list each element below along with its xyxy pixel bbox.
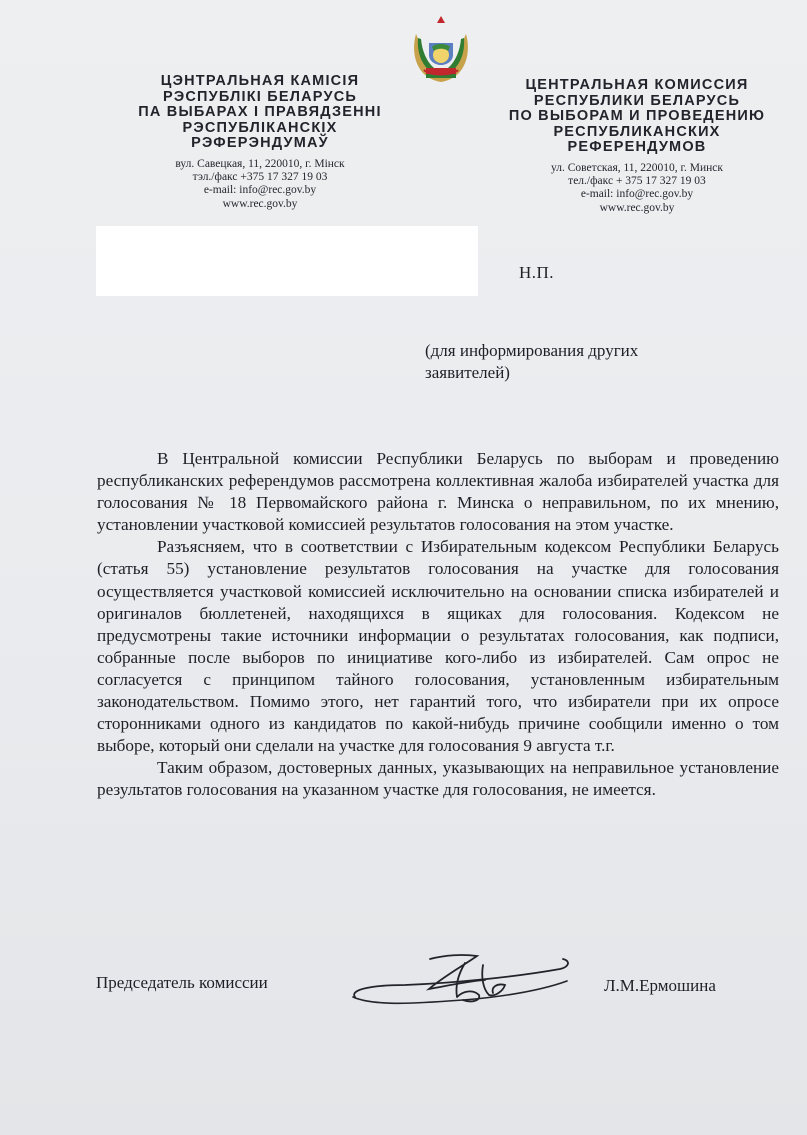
email: e-mail: info@rec.gov.by — [580, 188, 694, 201]
body-paragraph: В Центральной комиссии Республики Беларусь по выборам и проведению республиканских референдумов рассмотрена коллективная жалоба избирателей участка для голосования № 18 Первомайского района г. Минска о неправильном, по их мнению, установлении участковой комиссией результатов голосования на этом участке. — [97, 449, 779, 535]
website: www.rec.gov.by — [599, 201, 675, 214]
contact-block-belarusian — [110, 158, 410, 212]
letterhead-russian — [478, 78, 796, 215]
phone-fax: тел./факс + 375 17 327 19 03 — [568, 174, 706, 187]
contact-block-russian — [478, 162, 796, 216]
email: e-mail: info@rec.gov.by — [203, 184, 317, 197]
address: вул. Савецкая, 11, 220010, г. Мінск — [175, 157, 345, 170]
signatory-title: Председатель комиссии — [96, 973, 268, 992]
org-name-russian: ЦЕНТРАЛЬНАЯ КОМИССИЯ РЕСПУБЛИКИ БЕЛАРУСЬ ПО ВЫБОРАМ И ПРОВЕДЕНИЮ РЕСПУБЛИКАНСКИХ РЕФЕРЕНДУМОВ — [508, 77, 766, 155]
letterhead-belarusian — [110, 74, 410, 211]
website: www.rec.gov.by — [222, 197, 298, 210]
handwritten-signature — [345, 945, 575, 1015]
org-name-belarusian: ЦЭНТРАЛЬНАЯ КАМІСІЯ РЭСПУБЛІКІ БЕЛАРУСЬ ПА ВЫБАРАХ І ПРАВЯДЗЕННІ РЭСПУБЛІКАНСКІХ РЭФЕРЭНДУМАЎ — [138, 73, 382, 151]
letter-body — [97, 448, 779, 802]
address: ул. Советская, 11, 220010, г. Минск — [551, 161, 723, 174]
body-paragraph: Разъясняем, что в соответствии с Избирательным кодексом Республики Беларусь (статья 55) установление результатов голосования на участке для голосования осуществляется участковой комиссией исключительно на основании списка избирателей и оригиналов бюллетеней, находящихся в ящиках для голосования. Кодексом не предусмотрены такие источники информации о результатах голосования, как подписи, собранные после выборов по инициативе кого-либо из избирателей. Сам опрос не согласуется с принципом тайного голосования, установленным избирательным законодательством. Помимо этого, нет гарантий того, что избиратели при их опросе сторонниками одного из кандидатов по какой-нибудь причине сообщили именно о том выборе, который они сделали на участке для голосования 9 августа т.г. — [97, 537, 779, 756]
body-paragraph: Таким образом, достоверных данных, указывающих на неправильное установление результатов голосования на указанном участке для голосования, не имеется. — [97, 758, 779, 800]
redaction-box — [96, 226, 478, 296]
addressee-name: Н.П. — [519, 263, 555, 282]
state-emblem-icon — [404, 12, 478, 84]
phone-fax: тэл./факс +375 17 327 19 03 — [192, 170, 328, 183]
addressee-note: (для информирования других заявителей) — [425, 341, 639, 382]
signatory-name: Л.М.Ермошина — [604, 976, 716, 995]
